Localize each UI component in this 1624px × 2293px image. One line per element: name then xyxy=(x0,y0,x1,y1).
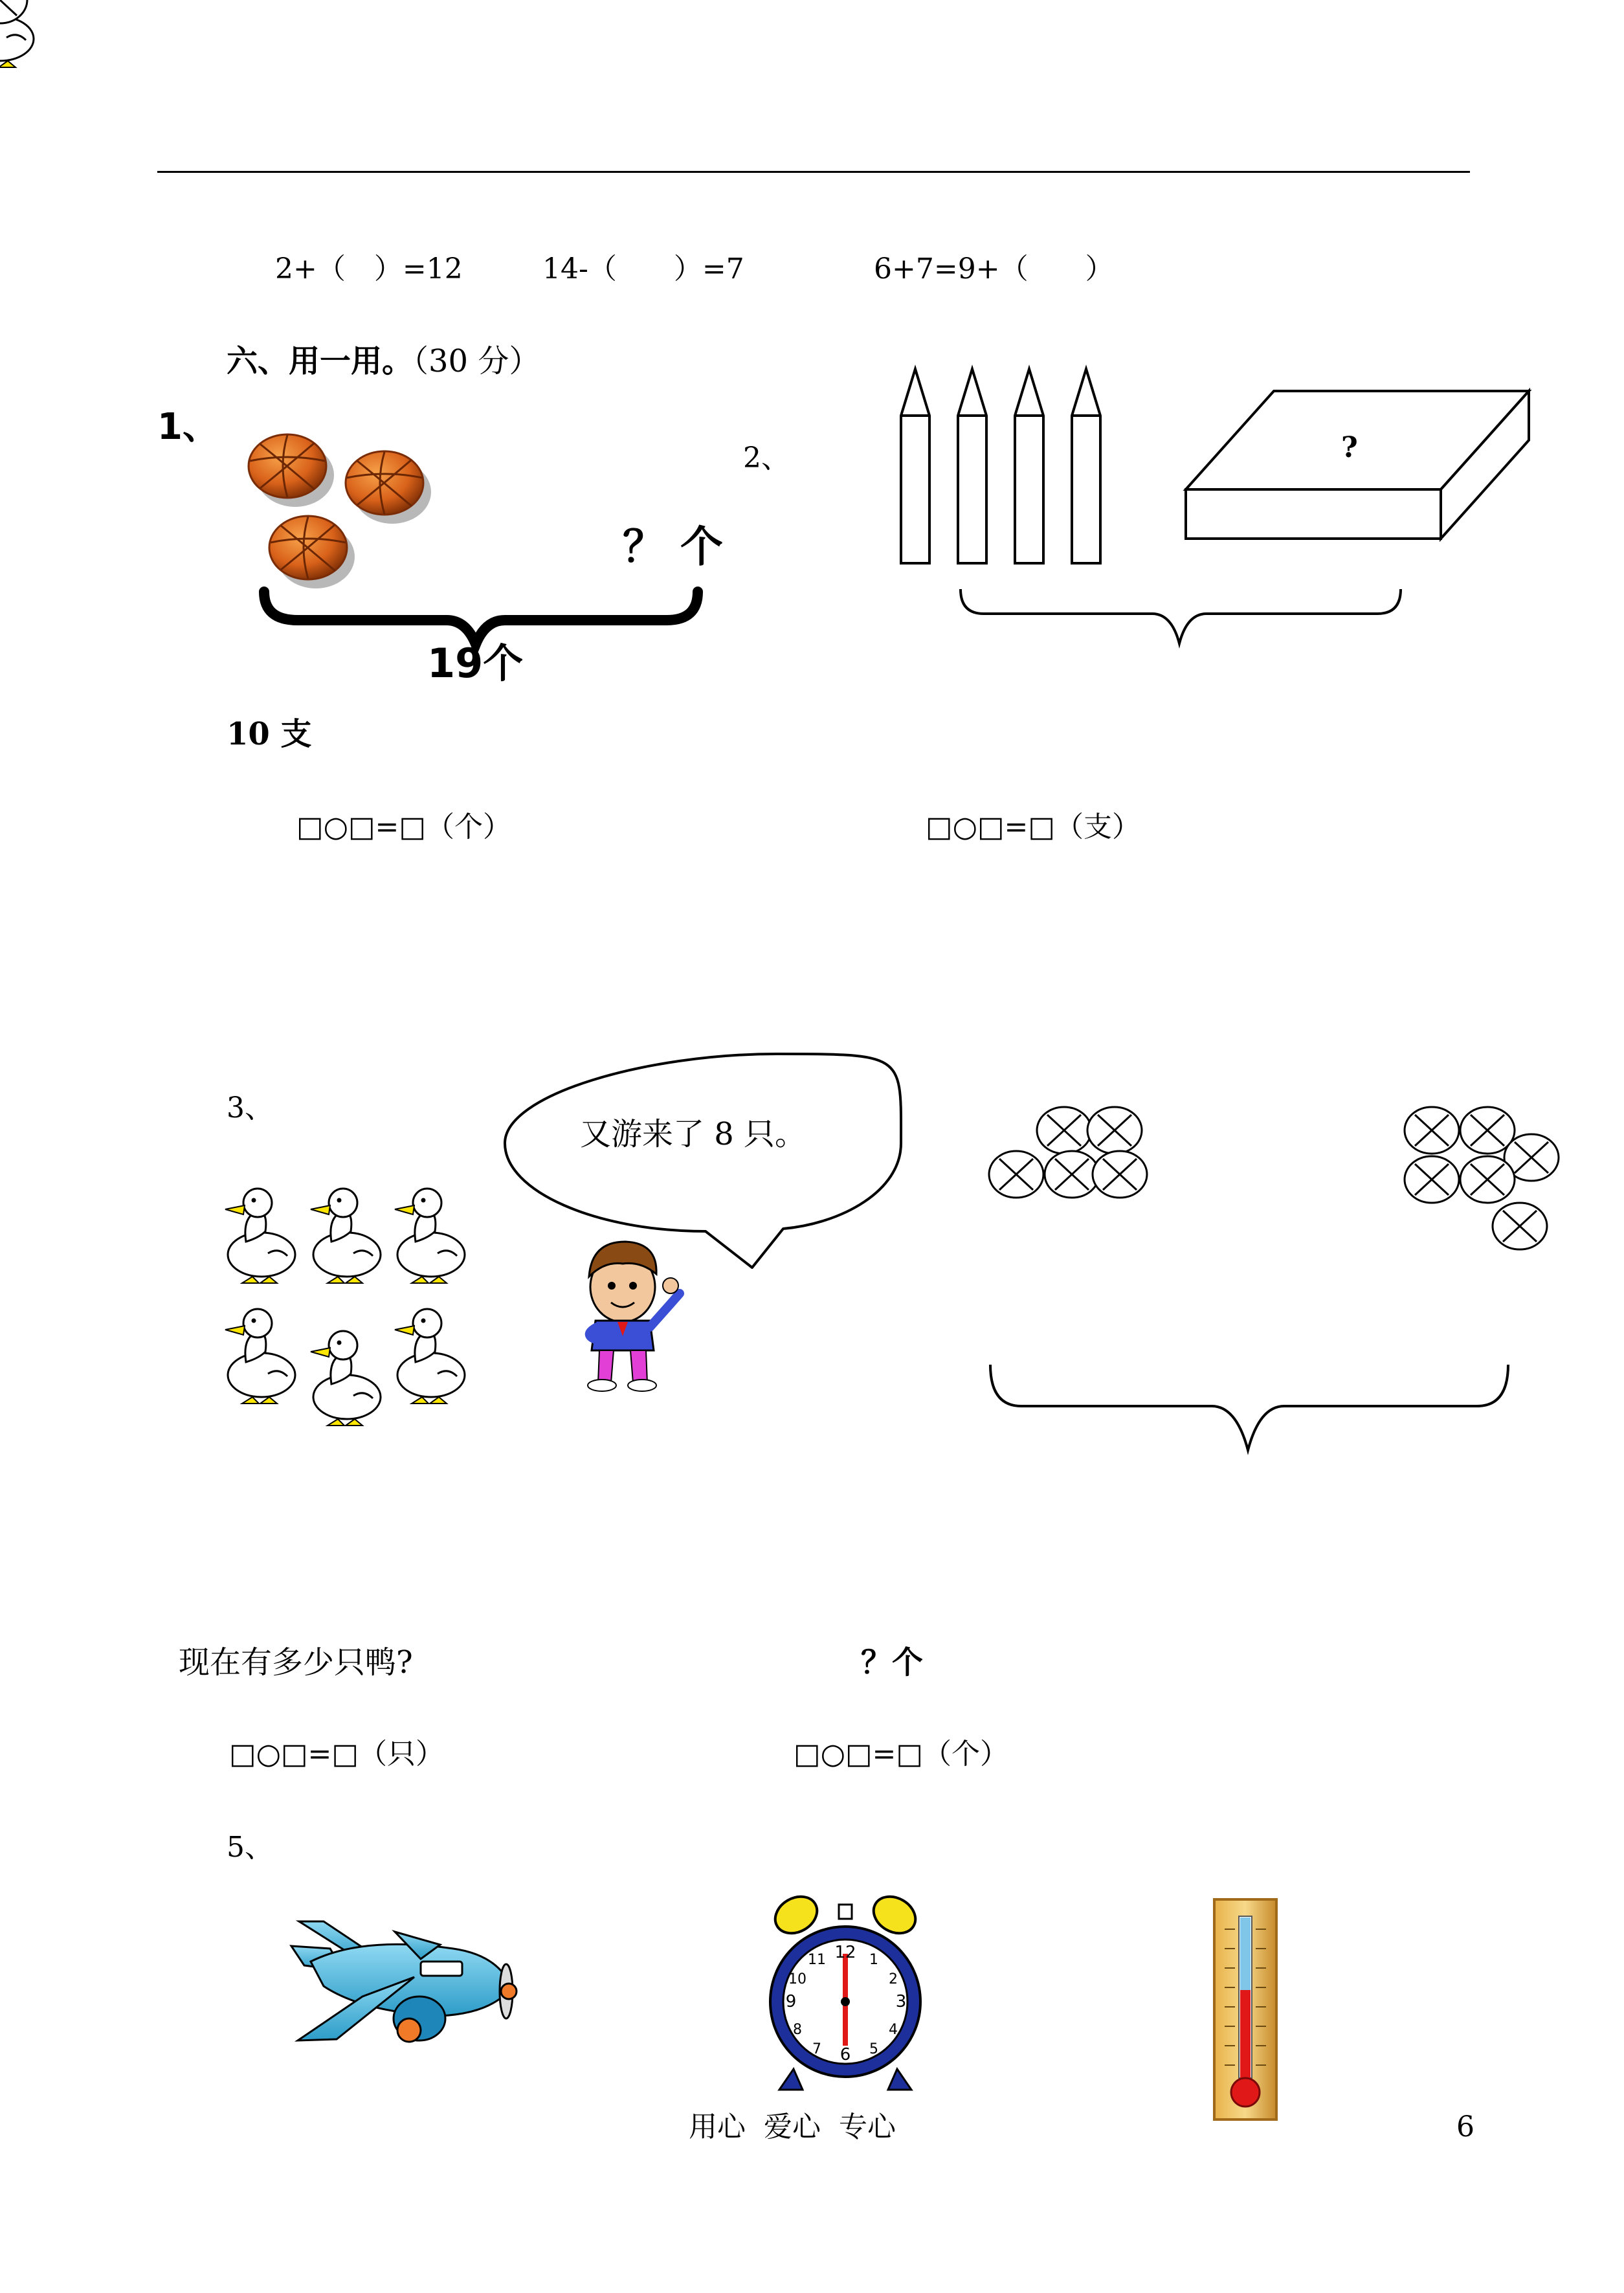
problem-2-number: 2、 xyxy=(743,442,790,475)
basketball-icon xyxy=(249,434,334,507)
svg-text:5: 5 xyxy=(869,2041,878,2057)
problem-5-number: 5、 xyxy=(227,1831,273,1864)
svg-text:9: 9 xyxy=(785,1992,797,2011)
pencil-box-label: ? xyxy=(1341,431,1358,464)
brace-problem-2 xyxy=(961,589,1401,643)
pencil-box xyxy=(1186,391,1529,539)
problem-3-question: 现在有多少只鸭? xyxy=(179,1644,413,1681)
header-equation-1: 2+（ ）=12 xyxy=(275,252,463,285)
pencil-icon xyxy=(1015,369,1043,563)
problem-3-number: 3、 xyxy=(227,1091,273,1124)
section-points: （30 分） xyxy=(413,343,540,379)
svg-text:11: 11 xyxy=(808,1952,826,1968)
svg-text:7: 7 xyxy=(812,2041,821,2057)
pencil-icon xyxy=(901,369,929,563)
svg-text:8: 8 xyxy=(793,2022,802,2038)
page-number: 6 xyxy=(1456,2110,1474,2143)
basketball-icon xyxy=(346,451,431,524)
thermometer-icon xyxy=(1214,1899,1276,2120)
problem-1-question: ？ 个 xyxy=(623,522,723,572)
svg-text:1: 1 xyxy=(869,1952,878,1968)
pencil-icon xyxy=(958,369,986,563)
footer-motto: 用心 爱心 专心 xyxy=(689,2110,896,2143)
problem-1-equation: □○□=□（个） xyxy=(296,811,511,844)
problem-4-equation: □○□=□（个） xyxy=(794,1738,1008,1771)
alarm-clock-icon xyxy=(769,1889,922,2090)
pencil-icon xyxy=(1072,369,1100,563)
svg-text:6: 6 xyxy=(840,2045,851,2064)
problem-2-equation: □○□=□（支） xyxy=(926,811,1140,844)
speech-bubble xyxy=(505,1054,901,1268)
section-title-text: 六、用一用。 xyxy=(227,343,414,379)
basketball-icon xyxy=(269,516,355,588)
header-equation-3: 6+7=9+（ ） xyxy=(874,252,1114,285)
svg-text:3: 3 xyxy=(895,1992,907,2011)
problem-3-equation: □○□=□（只） xyxy=(229,1738,444,1771)
svg-text:12: 12 xyxy=(834,1943,856,1962)
svg-text:4: 4 xyxy=(889,2022,898,2038)
problem-4-question: ？个 xyxy=(861,1644,924,1681)
problem-1-total: 19个 xyxy=(427,640,524,687)
brace-problem-4 xyxy=(990,1365,1508,1450)
speech-text: 又游来了 8 只。 xyxy=(580,1116,806,1152)
svg-text:10: 10 xyxy=(788,1971,806,1987)
boy-icon xyxy=(588,1242,680,1391)
brace-problem-1 xyxy=(264,592,698,644)
airplane-icon xyxy=(291,1921,517,2042)
svg-text:2: 2 xyxy=(889,1971,898,1987)
problem-2-total: 10 支 xyxy=(227,716,312,752)
header-equation-2: 14-（ ）=7 xyxy=(542,252,744,285)
problem-1-number: 1、 xyxy=(157,406,219,448)
crossed-circle xyxy=(0,0,27,23)
